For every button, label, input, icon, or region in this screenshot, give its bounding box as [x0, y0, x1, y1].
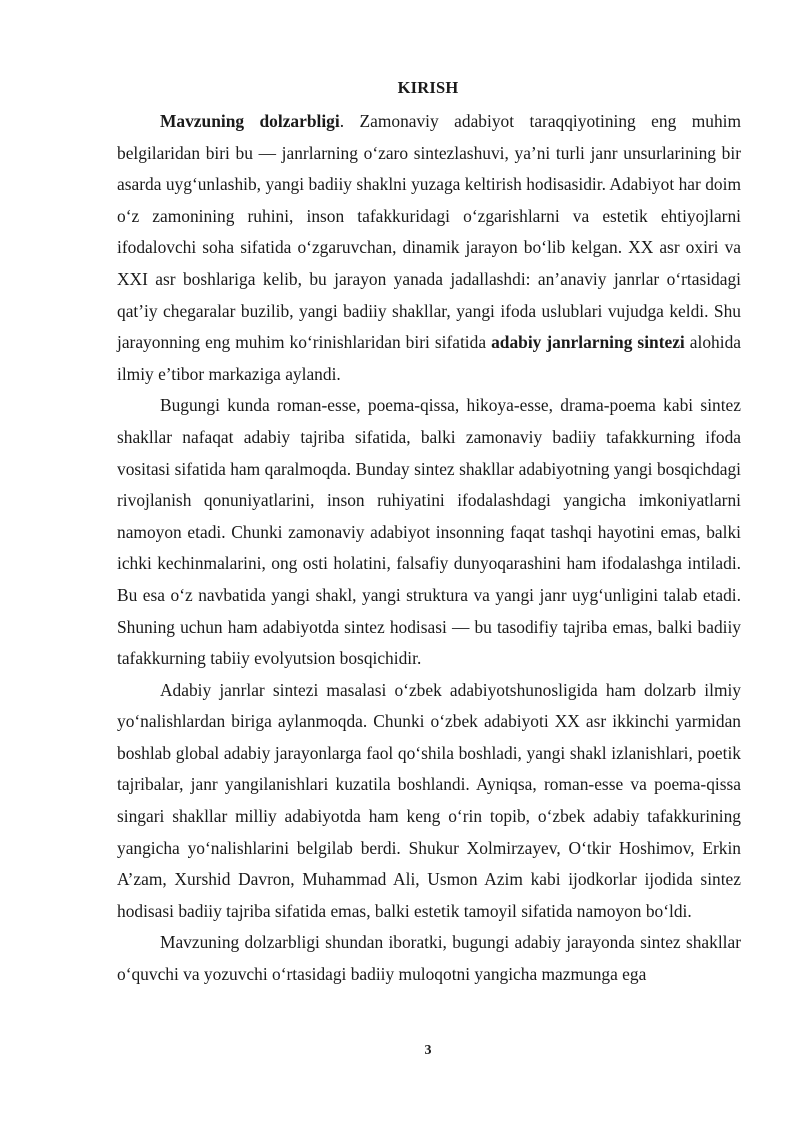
bold-term-topicality: Mavzuning dolzarbligi — [160, 111, 340, 131]
bold-term-genre-synthesis: adabiy janrlarning sintezi — [491, 332, 685, 353]
paragraph-1-tail: alohida ilmiy e’tibor markaziga aylandi. — [117, 332, 741, 384]
body-text — [117, 106, 741, 991]
paragraph-4: Mavzuning dolzarbligi shundan iboratki, bugungi adabiy jarayonda sintez shakllar o‘quvchi va yozuvchi o‘rtasidagi badiiy muloqotni yangicha mazmunga ega — [117, 932, 741, 985]
section-heading: KIRISH — [397, 78, 459, 97]
paragraph-3: Adabiy janrlar sintezi masalasi o‘zbek adabiyotshunosligida ham dolzarb ilmiy yo‘nalishlardan biriga aylanmoqda. Chunki o‘zbek adabiyoti XX asr ikkinchi yarmidan boshlab global adabiy jarayonlarga faol qo‘shila boshladi, yangi shakl izlanishlari, poetik tajribalar, janr yangilanishlari kuzatila boshlandi. Ayniqsa, roman-esse va poema-qissa singari shakllar milliy adabiyotda ham keng o‘rin topib, o‘zbek adabiy tafakkurining yangicha yo‘nalishlarini belgilab berdi. Shukur Xolmirzayev, O‘tkir Hoshimov, Erkin A’zam, Xurshid Davron, Muhammad Ali, Usmon Azim kabi ijodkorlar ijodida sintez hodisasi badiiy tajriba sifatida emas, balki estetik tamoyil sifatida namoyon bo‘ldi. — [117, 679, 741, 921]
paragraph-1 — [117, 106, 741, 390]
page-number: 3 — [424, 1043, 432, 1058]
paragraph-1-text: . Zamonaviy adabiyot taraqqiyotining eng muhim belgilaridan biri bu — janrlarning o‘zaro sintezlashuvi, ya’ni turli janr unsurlarining bir asarda uyg‘unlashib, yangi badiiy shaklni yuzaga keltirish hodisasidir. Adabiyot har doim o‘z zamonining ruhini, inson tafakkuridagi o‘zgarishlarni va estetik ehtiyojlarni ifodalovchi soha sifatida o‘zgaruvchan, dinamik jarayon bo‘lib kelgan. XX asr oxiri va XXI asr boshlariga kelib, bu jarayon yanada jadallashdi: an’anaviy janrlar o‘rtasidagi qat’iy chegaralar buzilib, yangi badiiy shakllar, yangi ifoda uslublari vujudga keldi. Shu jarayonning eng muhim ko‘rinishlaridan biri sifatida — [117, 111, 742, 353]
paragraph-2: Bugungi kunda roman-esse, poema-qissa, hikoya-esse, drama-poema kabi sintez shakllar nafaqat adabiy tajriba sifatida, balki zamonaviy badiiy tafakkurning ifoda vositasi sifatida ham qaralmoqda. Bunday sintez shakllar adabiyotning yangi bosqichdagi rivojlanish qonuniyatlarini, inson ruhiyatini ifodalashdagi yangicha imkoniyatlarni namoyon etadi. Chunki zamonaviy adabiyot insonning faqat tashqi hayotini emas, balki ichki kechinmalarini, ong osti holatini, falsafiy dunyoqarashini ham ifodalashga intiladi. Bu esa o‘z navbatida yangi shakl, yangi struktura va yangi janr uyg‘unligini talab etadi. Shuning uchun ham adabiyotda sintez hodisasi — bu tasodifiy tajriba emas, balki badiiy tafakkurning tabiiy evolyutsion bosqichidir. — [117, 395, 741, 669]
